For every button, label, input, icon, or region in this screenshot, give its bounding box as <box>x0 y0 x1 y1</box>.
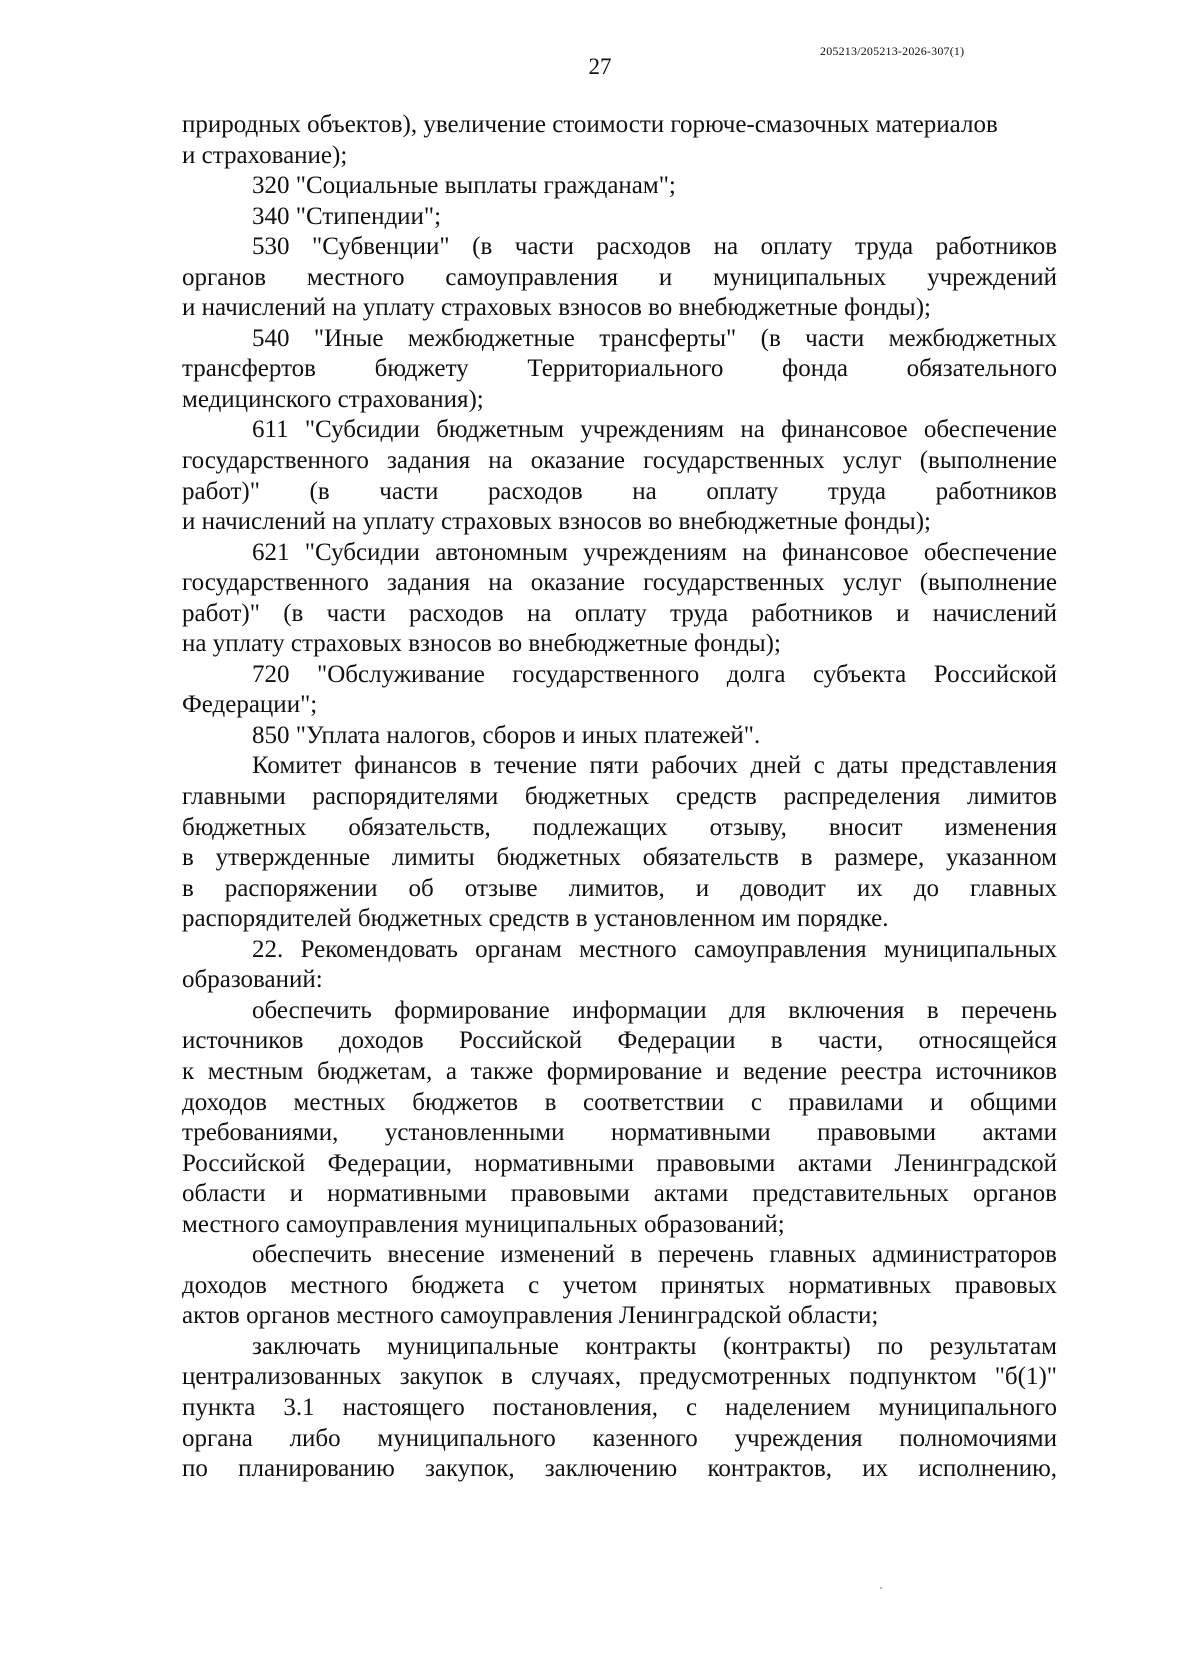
text-line: в утвержденные лимиты бюджетных обязательств в размере, указанном <box>182 844 1057 872</box>
text-line: заключать муниципальные контракты (контракты) по результатам <box>252 1332 1057 1360</box>
text-line: обеспечить формирование информации для включения в перечень <box>252 996 1057 1024</box>
body-text <box>182 110 1057 1485</box>
text-line: доходов местного бюджета с учетом принятых нормативных правовых <box>182 1271 1057 1299</box>
text-line: образований: <box>182 966 323 994</box>
text-line: 540 "Иные межбюджетные трансферты" (в части межбюджетных <box>252 324 1057 352</box>
text-line: требованиями, установленными нормативными правовыми актами <box>182 1119 1057 1147</box>
text-line: на уплату страховых взносов во внебюджетные фонды); <box>182 630 781 658</box>
text-line: и начислений на уплату страховых взносов во внебюджетные фонды); <box>182 294 931 322</box>
text-line: органов местного самоуправления и муниципальных учреждений <box>182 263 1057 291</box>
text-line: обеспечить внесение изменений в перечень главных администраторов <box>252 1241 1057 1269</box>
text-line: трансфертов бюджету Территориального фонда обязательного <box>182 355 1057 383</box>
text-line: государственного задания на оказание государственных услуг (выполнение <box>182 447 1057 475</box>
text-line: 720 "Обслуживание государственного долга субъекта Российской <box>252 660 1057 688</box>
text-line: медицинского страхования); <box>182 385 484 413</box>
text-line: государственного задания на оказание государственных услуг (выполнение <box>182 569 1057 597</box>
text-line: органа либо муниципального казенного учреждения полномочиями <box>182 1424 1057 1452</box>
text-line: источников доходов Российской Федерации в части, относящейся <box>182 1027 1057 1055</box>
text-line: и страхование); <box>182 141 348 169</box>
text-line: по планированию закупок, заключению контрактов, их исполнению, <box>182 1455 1057 1483</box>
text-line: 22. Рекомендовать органам местного самоуправления муниципальных <box>252 935 1057 963</box>
text-line: Комитет финансов в течение пяти рабочих дней с даты представления <box>252 752 1057 780</box>
text-line: 611 "Субсидии бюджетным учреждениям на финансовое обеспечение <box>252 416 1057 444</box>
text-line: актов органов местного самоуправления Ленинградской области; <box>182 1302 879 1330</box>
text-line: в распоряжении об отзыве лимитов, и доводит их до главных <box>182 874 1057 902</box>
text-line: работ)" (в части расходов на оплату труда работников <box>182 477 1057 505</box>
text-line: 530 "Субвенции" (в части расходов на оплату труда работников <box>252 233 1057 261</box>
text-line: местного самоуправления муниципальных образований; <box>182 1210 785 1238</box>
scan-speck <box>880 1587 882 1589</box>
text-line: работ)" (в части расходов на оплату труда работников и начислений <box>182 599 1057 627</box>
text-line: природных объектов), увеличение стоимости горюче-смазочных материалов <box>182 111 998 138</box>
text-line: Федерации"; <box>182 691 318 719</box>
text-line: распорядителей бюджетных средств в установленном им порядке. <box>182 905 889 933</box>
page-number: 27 <box>588 54 612 79</box>
text-line: Российской Федерации, нормативными правовыми актами Ленинградской <box>182 1149 1057 1177</box>
document-id: 205213/205213-2026-307(1) <box>820 44 965 58</box>
text-line: 340 "Стипендии"; <box>252 202 442 230</box>
text-line: бюджетных обязательств, подлежащих отзыву, вносит изменения <box>182 813 1057 841</box>
text-line: области и нормативными правовыми актами представительных органов <box>182 1180 1057 1208</box>
text-line: 850 "Уплата налогов, сборов и иных платежей". <box>252 721 761 749</box>
text-line: главными распорядителями бюджетных средств распределения лимитов <box>182 783 1057 811</box>
text-line: и начислений на уплату страховых взносов во внебюджетные фонды); <box>182 508 931 536</box>
text-line: доходов местных бюджетов в соответствии с правилами и общими <box>182 1088 1057 1116</box>
text-line: централизованных закупок в случаях, предусмотренных подпунктом "б(1)" <box>182 1363 1057 1391</box>
text-line: 320 "Социальные выплаты гражданам"; <box>252 172 676 200</box>
text-line: пункта 3.1 настоящего постановления, с наделением муниципального <box>182 1393 1057 1421</box>
text-line: 621 "Субсидии автономным учреждениям на финансовое обеспечение <box>252 538 1057 566</box>
text-line: к местным бюджетам, а также формирование и ведение реестра источников <box>182 1057 1057 1085</box>
